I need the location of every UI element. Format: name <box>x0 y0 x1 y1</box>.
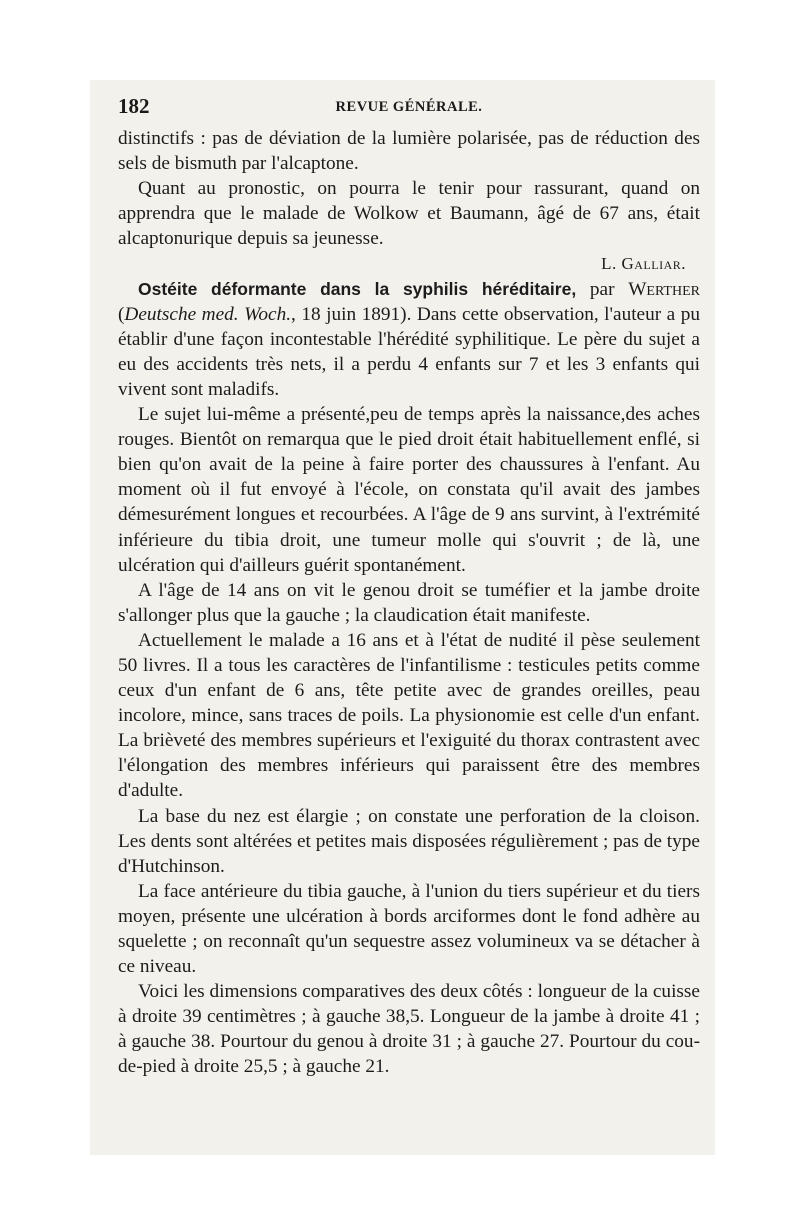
paragraph-3: Ostéite déformante dans la syphilis héréditaire, par Werther (Deutsche med. Woch., 18 juin 1891). Dans cette observation, l'auteur a pu établir d'une façon incontestable l'hérédité syphilitique. Le père du sujet a eu des accidents très nets, il a perdu 4 enfants sur 7 et les 3 enfants qui vivent sont maladifs. <box>118 278 701 400</box>
paragraph-6: Actuellement le malade a 16 ans et à l'état de nudité il pèse seulement 50 livres. Il a tous les caractères de l'infantilisme : testicules petits comme ceux d'un enfant de 6 ans, tête petite avec de grandes oreilles, peau incolore, mince, sans traces de poils. La physionomie est celle d'un enfant. La brièveté des membres supérieurs et l'exiguité du thorax contrastent avec l'élongation des membres inférieurs qui paraissent être des membres d'adulte. <box>118 629 700 802</box>
paragraph-7: La base du nez est élargie ; on constate une perforation de la cloison. Les dents sont altérées et petites mais disposées régulièrement ; pas de type d'Hutchinson. <box>118 805 700 877</box>
paragraph-4: Le sujet lui-même a présenté,peu de temps après la naissance,des aches rouges. Bientôt on remarqua que le pied droit était habituellement enflé, si bien qu'on avait de la peine à faire porter des chaussures à l'enfant. Au moment où il fut envoyé à l'école, on constata qu'il avait des jambes démesurément longues et recourbées. A l'âge de 9 ans survint, à l'extrémité inférieure du tibia droit, une tumeur molle qui s'ouvrit ; de là, une ulcération qui d'ailleurs guérit spontanément. <box>118 404 700 576</box>
paragraph-3-text: , 18 juin 1891). Dans cette observation, l'auteur a pu établir d'une façon incontestable l'hérédité syphilitique. Le père du sujet a eu des accidents très nets, il a perdu 4 enfants sur 7 et les 3 enfants qui vivent sont maladifs. <box>118 303 701 400</box>
by-word: par <box>589 278 615 300</box>
body-text <box>118 126 700 1080</box>
page-header <box>118 94 700 122</box>
paragraph-1: distinctifs : pas de déviation de la lumière polarisée, pas de réduction des sels de bismuth par l'alcaptone. <box>118 128 700 175</box>
signature <box>118 251 700 276</box>
signature-name: L. Galliar. <box>601 254 686 274</box>
journal-name: Deutsche med. Woch. <box>124 303 292 325</box>
paragraph-8: La face antérieure du tibia gauche, à l'union du tiers supérieur et du tiers moyen, présente une ulcération à bords arciformes dont le fond adhère au squelette ; on reconnaît qu'un sequestre assez volumineux va se détacher à ce niveau. <box>118 880 700 978</box>
paragraph-2: Quant au pronostic, on pourra le tenir pour rassurant, quand on apprendra que le malade de Wolkow et Baumann, âgé de 67 ans, était alcaptonurique depuis sa jeunesse. <box>118 178 700 250</box>
article-title: Ostéite déformante dans la syphilis héréditaire, <box>138 278 577 299</box>
running-title: REVUE GÉNÉRALE. <box>335 99 483 115</box>
author-name: Werther <box>628 278 700 300</box>
paragraph-9: Voici les dimensions comparatives des deux côtés : longueur de la cuisse à droite 39 centimètres ; à gauche 38,5. Longueur de la jambe à droite 41 ; à gauche 38. Pourtour du genou à droite 31 ; à gauche 27. Pourtour du cou-de-pied à droite 25,5 ; à gauche 21. <box>118 981 700 1078</box>
page-number: 182 <box>118 94 150 118</box>
paragraph-5: A l'âge de 14 ans on vit le genou droit se tuméfier et la jambe droite s'allonger plus que la gauche ; la claudication était manifeste. <box>118 579 700 626</box>
